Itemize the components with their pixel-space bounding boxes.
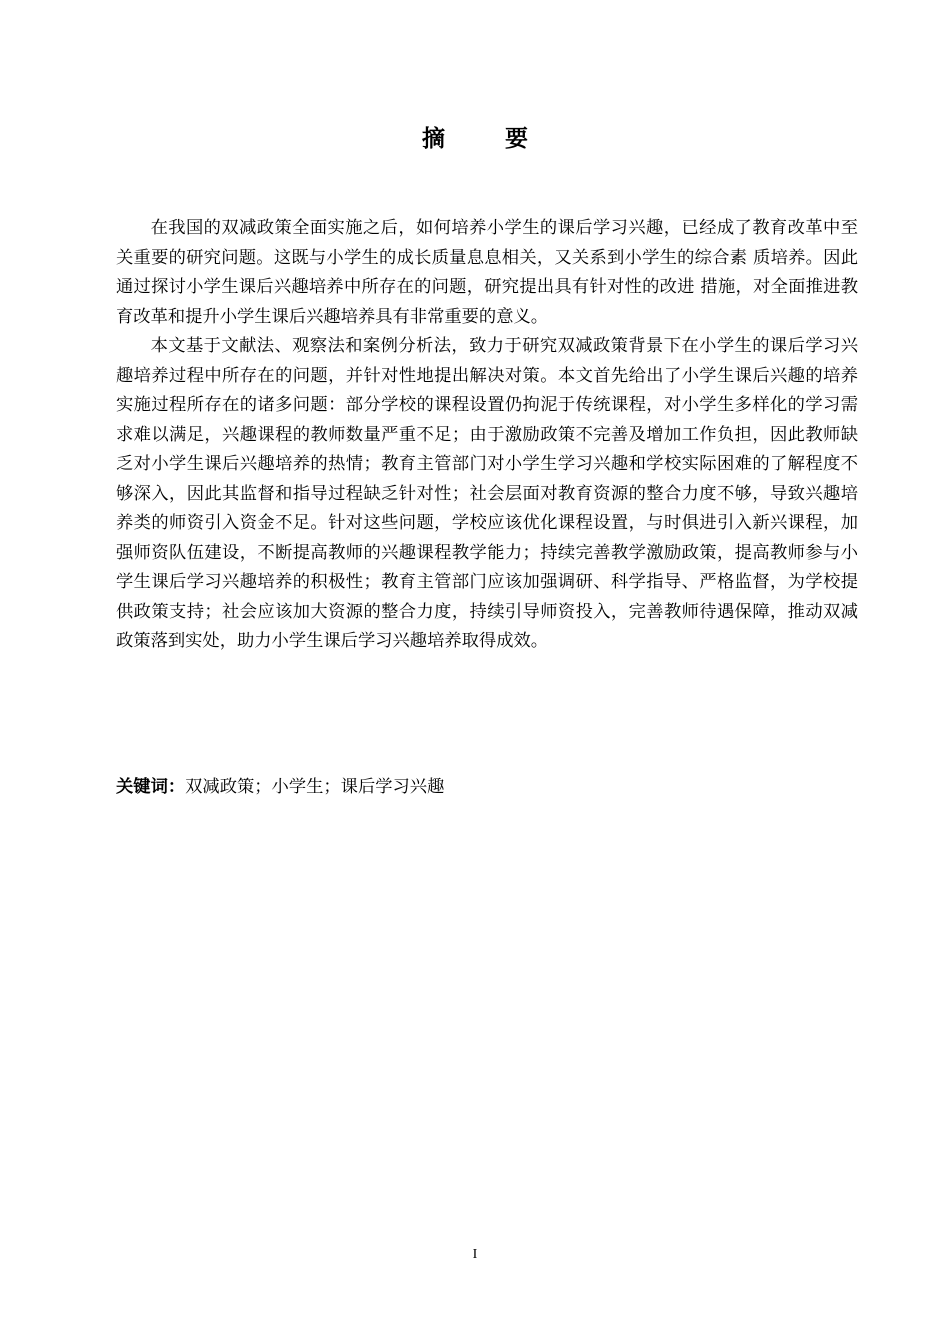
page-number: I [472, 1247, 478, 1262]
abstract-paragraph-2: 本文基于文献法、观察法和案例分析法，致力于研究双减政策背景下在小学生的课后学习兴趣培养过程中所存在的问题，并针对性地提出解决对策。本文首先给出了小学生课后兴趣的培养实施过程所存在的诸多问题：部分学校的课程设置仍拘泥于传统课程，对小学生多样化的学习需求难以满足，兴趣课程的教师数量严重不足；由于激励政策不完善及增加工作负担，因此教师缺乏对小学生课后兴趣培养的热情；教育主管部门对小学生学习兴趣和学校实际困难的了解程度不够深入，因此其监督和指导过程缺乏针对性；社会层面对教育资源的整合力度不够，导致兴趣培养类的师资引入资金不足。针对这些问题，学校应该优化课程设置，与时俱进引入新兴课程，加强师资队伍建设，不断提高教师的兴趣课程教学能力；持续完善教学激励政策，提高教师参与小学生课后学习兴趣培养的积极性；教育主管部门应该加强调研、科学指导、严格监督，为学校提供政策支持；社会应该加大资源的整合力度，持续引导师资投入，完善教师待遇保障，推动双减政策落到实处，助力小学生课后学习兴趣培养取得成效。 [116, 336, 858, 651]
keywords-line [116, 773, 858, 803]
keywords-value: 双减政策；小学生；课后学习兴趣 [185, 777, 445, 797]
page-title: 摘 要 [421, 126, 554, 152]
abstract-body [116, 214, 858, 657]
keywords-label: 关键词： [116, 777, 186, 797]
abstract-paragraph-1: 在我国的双减政策全面实施之后，如何培养小学生的课后学习兴趣，已经成了教育改革中至关重要的研究问题。这既与小学生的成长质量息息相关，又关系到小学生的综合素 质培养。因此通过探讨小学生课后兴趣培养中所存在的问题，研究提出具有针对性的改进 措施，对全面推进教育改革和提升小学生课后兴趣培养具有非常重要的意义。 [116, 218, 858, 327]
